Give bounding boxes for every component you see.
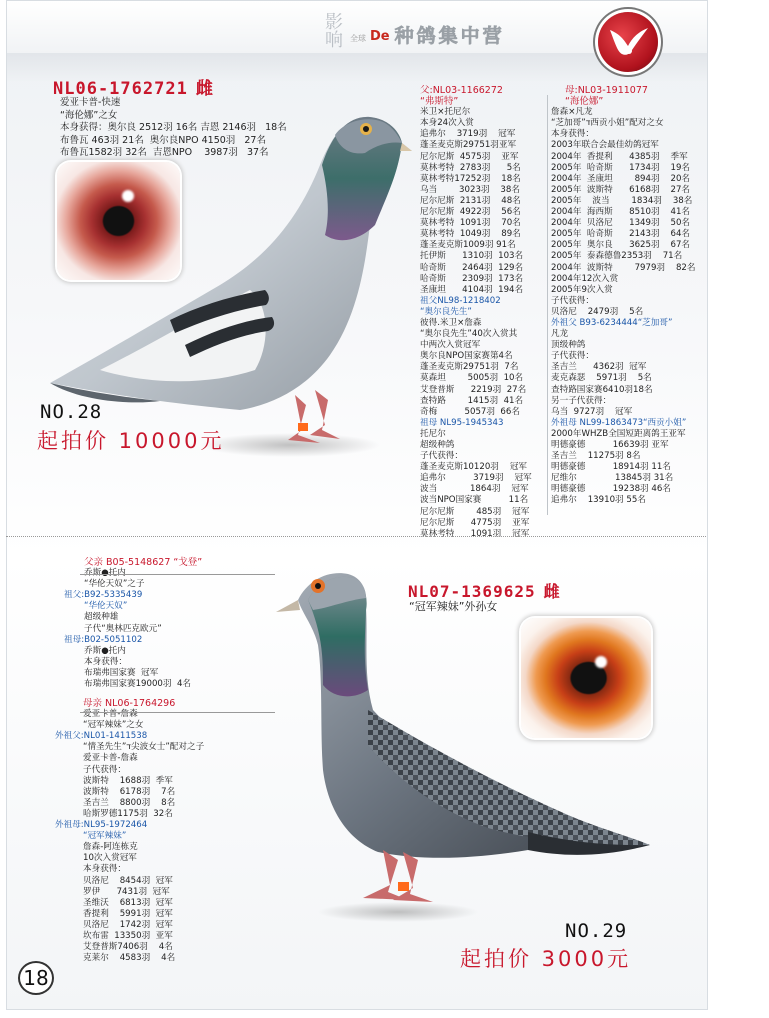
pedigree-row: 贝洛尼 8454羽 冠军 [83,875,173,886]
lot28-number: NO.28 [40,401,103,423]
pedigree-row: 子代获得： [420,451,463,462]
brand-xiang: 响 [325,30,343,51]
pedigree-row: 布瑞弗国家赛 冠军 [84,667,159,678]
pedigree-row: 2005年 波当 1834羽 38名 [551,195,693,206]
ped-granddam-head: 祖母:B02-5051102 [64,634,143,645]
pedigree-row: 明德豪德 18914羽 11名 [551,462,671,473]
pedigree-row: 香提利 5991羽 冠军 [83,908,173,919]
pedigree-row: 蓬圣麦克斯1009羽 91名 [420,240,516,251]
ped-name: “海伦娜” [565,96,604,108]
ped-granddam-head: 外祖母 NL99-1863473“西贡小姐” [551,417,687,428]
ped-grandsire-head: 祖父:B92-5335439 [64,590,143,601]
pedigree-row: 尼尔尼斯 2131羽 48名 [420,195,521,206]
brand-ying: 影 [325,12,343,33]
granddam-results [551,429,707,507]
pedigree-row: 查特路国家赛6410羽18名 [551,384,653,395]
ped-grandsire-head: 外祖父 B93-6234444“芝加哥” [551,317,673,328]
pedigree-row: 2004年 波斯特 7979羽 82名 [551,262,696,273]
pedigree-row: 本身获得： [551,129,594,140]
pedigree-row: 莫森坦 5005羽 10名 [420,373,524,384]
ped-granddam-head: 祖母 NL95-1945343 [420,417,504,428]
lot29-dam-pedigree [55,698,275,964]
page-number: 18 [18,961,54,995]
pedigree-row: 尼尔尼斯 4575羽 亚军 [420,151,519,162]
sire-results [420,107,548,296]
pedigree-row: “华伦天奴”之子 [84,579,145,590]
pedigree-row: 追弗尔 3719羽 冠军 [420,129,516,140]
pedigree-row: 尼尔尼斯 4775羽 亚军 [420,517,530,528]
pedigree-row: 波斯特 1688羽 季军 [83,775,173,786]
lot29-ring: NL07-1369625 [408,582,536,601]
grandsire-results [60,612,275,634]
section-divider [6,536,706,537]
granddam-results [60,646,275,690]
ped-granddam-name: “冠军辣妹” [83,831,127,842]
pedigree-row: 明德豪德 19238羽 46名 [551,484,671,495]
pedigree-row: 贝洛尼 1742羽 冠军 [83,919,173,930]
ped-name: “弗斯特” [420,96,459,108]
ped-grandsire-name: “奥尔良先生” [420,306,472,317]
granddam-results [420,429,548,540]
pedigree-row: 子代获得： [551,295,594,306]
pedigree-row: 波当NPO国家赛 11名 [420,495,529,506]
lot29-sire-pedigree [60,557,275,690]
lot29-title [408,579,561,602]
ped-head: 父:NL03-1166272 [420,85,503,96]
pedigree-row: 乌当 3023羽 38名 [420,184,520,195]
lot29-pigeon-photo [268,560,658,930]
eye-glint [595,656,607,668]
brand-de: De [370,29,390,44]
pedigree-row: 坎布雷 13350羽 亚军 [83,930,173,941]
ped-grandsire-head: 祖父NL98-1218402 [420,295,501,306]
ped-head: 父亲 B05-5148627 “戈登” [84,557,203,568]
pedigree-row: 托伊斯 1310羽 103名 [420,251,524,262]
sire-results [60,568,275,590]
pedigree-row: 哈奇斯 2309羽 173名 [420,273,524,284]
lot28-price: 起拍价 10000元 [37,429,225,453]
lot28-sire-pedigree [420,85,548,540]
pedigree-row: 10次入赏冠军 [83,853,137,864]
lot29-price: 起拍价 3000元 [460,947,632,971]
pedigree-row: 超级种鸽 [420,440,455,450]
pedigree-row: 本身获得： [83,864,126,875]
brand-small: 全球 [350,34,366,43]
pedigree-row: 麦克森瑟 5971羽 5名 [551,373,652,384]
pedigree-row: 圣吉兰 8800羽 8名 [83,797,176,808]
dam-results [551,107,707,318]
pedigree-row: 尼维尔 13845羽 31名 [551,473,674,484]
pedigree-row: 莫林考特 2783羽 5名 [420,162,521,173]
pedigree-row: 波当 1864羽 冠军 [420,484,529,495]
grandsire-results [551,329,707,418]
pedigree-row: 托尼尔 [420,428,446,439]
pedigree-row: 2005年 奥尔良 3625羽 67名 [551,240,691,251]
granddam-results [55,842,275,964]
lot29-number: NO.29 [565,920,628,942]
pedigree-row: 爱亚卡普-詹森 [83,753,138,764]
pedigree-row: 蓬圣麦克斯10120羽 冠军 [420,462,528,473]
pedigree-row: 2005年 波斯特 6168羽 27名 [551,184,691,195]
grandsire-results [420,318,548,418]
pedigree-row: 蓬圣麦克斯29751羽亚军 [420,140,517,151]
pedigree-row: 子代“奥林匹克欧元” [84,623,162,634]
pedigree-row: 罗伊 7431羽 冠军 [83,886,170,897]
lot29-sex: 雌 [543,582,561,601]
pedigree-row: 2004年12次入赏 [551,273,619,284]
pedigree-row: 尼尔尼斯 4922羽 56名 [420,207,521,218]
pedigree-row: 本身24次入赏 [420,118,474,129]
pedigree-row: 詹森×凡龙 [551,107,593,118]
pedigree-row: 2004年 贝洛尼 1349羽 50名 [551,218,691,229]
pedigree-row: 奥尔良NPO国家赛第4名 [420,351,513,362]
ped-granddam-head: 外祖母:NL95-1972464 [55,820,148,831]
pedigree-row: 2005年9次入赏 [551,284,613,295]
pedigree-row: 圣吉兰 4362羽 冠军 [551,362,647,373]
pedigree-row: 艾登普斯7406羽 4名 [83,942,173,953]
pedigree-row: 爱亚卡普-詹森 [83,709,138,720]
lot28-title [53,74,214,99]
lot29-eye-photo [521,618,651,738]
pedigree-row: 超级种雄 [84,612,119,623]
pedigree-row: 莫林考特17252羽 18名 [420,173,521,184]
pedigree-row: 詹森-阿连栋克 [83,842,138,853]
desc-line: 爱亚卡普-快速 [60,97,121,108]
pedigree-row: 彼得.米卫×詹森 [420,317,482,328]
ped-head: 母:NL03-1911077 [565,85,648,96]
pedigree-row: 贝洛尼 2479羽 5名 [551,306,644,317]
pedigree-row: 莫林考特 1049羽 89名 [420,229,521,240]
pedigree-row: 凡龙 [551,329,569,340]
desc-line: 布鲁瓦1582羽 32名 吉恩NPO 3987羽 37名 [60,147,269,158]
pedigree-row: “情圣先生”ד尖波女士”配对之子 [83,742,205,753]
pedigree-row: 乔斯●托内 [84,568,126,579]
pedigree-row: 追弗尔 3719羽 冠军 [420,473,532,484]
pedigree-row: 乔斯●托内 [84,645,126,656]
pedigree-row: 尼尔尼斯 485羽 冠军 [420,506,530,517]
heading-underline [80,712,275,713]
pedigree-row: 圣康坦 4104羽 194名 [420,284,524,295]
lot28-sex: 雌 [195,79,214,99]
pedigree-row: 明德豪德 16639羽 亚军 [551,440,669,450]
pedigree-row: 克莱尔 4583羽 4名 [83,953,176,964]
desc-line: 布鲁瓦 463羽 21名 奥尔良NPO 4150羽 27名 [60,134,266,146]
ped-grandsire-name: “华伦天奴” [84,601,128,612]
pedigree-row: 莫林考特 1091羽 70名 [420,218,521,229]
desc-line: “海伦娜”之女 [60,109,118,121]
pedigree-row: “芝加哥”ד西贡小姐”配对之女 [551,118,664,129]
pedigree-row: 中两次入赏冠军 [420,340,481,351]
pedigree-row: 圣维沃 6813羽 冠军 [83,897,173,908]
pedigree-row: 乌当 9727羽 冠军 [551,406,633,417]
pedigree-row: 莫林考特 1091羽 冠军 [420,528,530,539]
brand-title [322,6,505,50]
pedigree-row: 2004年 海西斯 8510羽 41名 [551,207,691,218]
heading-underline [80,574,275,575]
ped-grandsire-head: 外祖父:NL01-1411538 [55,731,148,742]
pedigree-row: 蓬圣麦克斯29751羽 7名 [420,362,519,373]
pedigree-row: 波斯特 6178羽 7名 [83,786,176,797]
lot28-dam-pedigree [551,85,707,507]
pedigree-row: 顶级种鸽 [551,340,586,351]
pedigree-row: 2000年WHZB全国短距离鸽王亚军 [551,428,686,439]
pedigree-row: 哈斯罗德1175羽 32名 [83,808,173,819]
ped-head: 母亲 NL06-1764296 [83,698,176,709]
pedigree-row: “奥尔良先生”40次入赏其 [420,329,518,340]
pedigree-row: 布瑞弗国家赛19000羽 4名 [84,679,192,690]
pedigree-row: 2005年 泰森德鲁2353羽 71名 [551,251,683,262]
pedigree-row: 本身获得： [84,656,127,667]
pedigree-row: 哈奇斯 2464羽 129名 [420,262,524,273]
pedigree-row: 艾登普斯 2219羽 27名 [420,384,527,395]
pedigree-row: 2004年 香提利 4385羽 季军 [551,151,688,162]
grandsire-results [55,742,275,820]
pedigree-row: 2003年联合会最佳幼鸽冠军 [551,140,659,151]
lot28-ring: NL06-1762721 [53,79,188,99]
pedigree-row: 2004年 圣康坦 894羽 20名 [551,173,691,184]
pedigree-row: 另一子代获得： [551,395,612,406]
lot29-description: “冠军辣妹”外孙女 [409,600,498,613]
pedigree-row: 子代获得： [551,351,594,362]
pedigree-row: 查特路 1415羽 41名 [420,395,524,406]
desc-line: 本身获得：奥尔良 2512羽 16名 吉恩 2146羽 18名 [60,122,287,133]
pedigree-row: 子代获得： [83,764,126,775]
pedigree-row: 2005年 哈奇斯 2143羽 64名 [551,229,691,240]
brand-ying-stack [322,14,346,50]
pedigree-row: 2005年 哈奇斯 1734羽 19名 [551,162,691,173]
pedigree-row: 米卫×托尼尔 [420,107,471,118]
pedigree-row: “冠军辣妹”之女 [83,720,144,731]
pigeon-emblem-icon [598,12,658,72]
pedigree-row: 奇梅 5057羽 66名 [420,406,520,417]
pedigree-row: 追弗尔 13910羽 55名 [551,495,646,506]
pedigree-row: 圣吉兰 11275羽 8名 [551,451,641,462]
brand-main: 种鸽集中营 [394,25,505,47]
column-divider [547,95,548,515]
